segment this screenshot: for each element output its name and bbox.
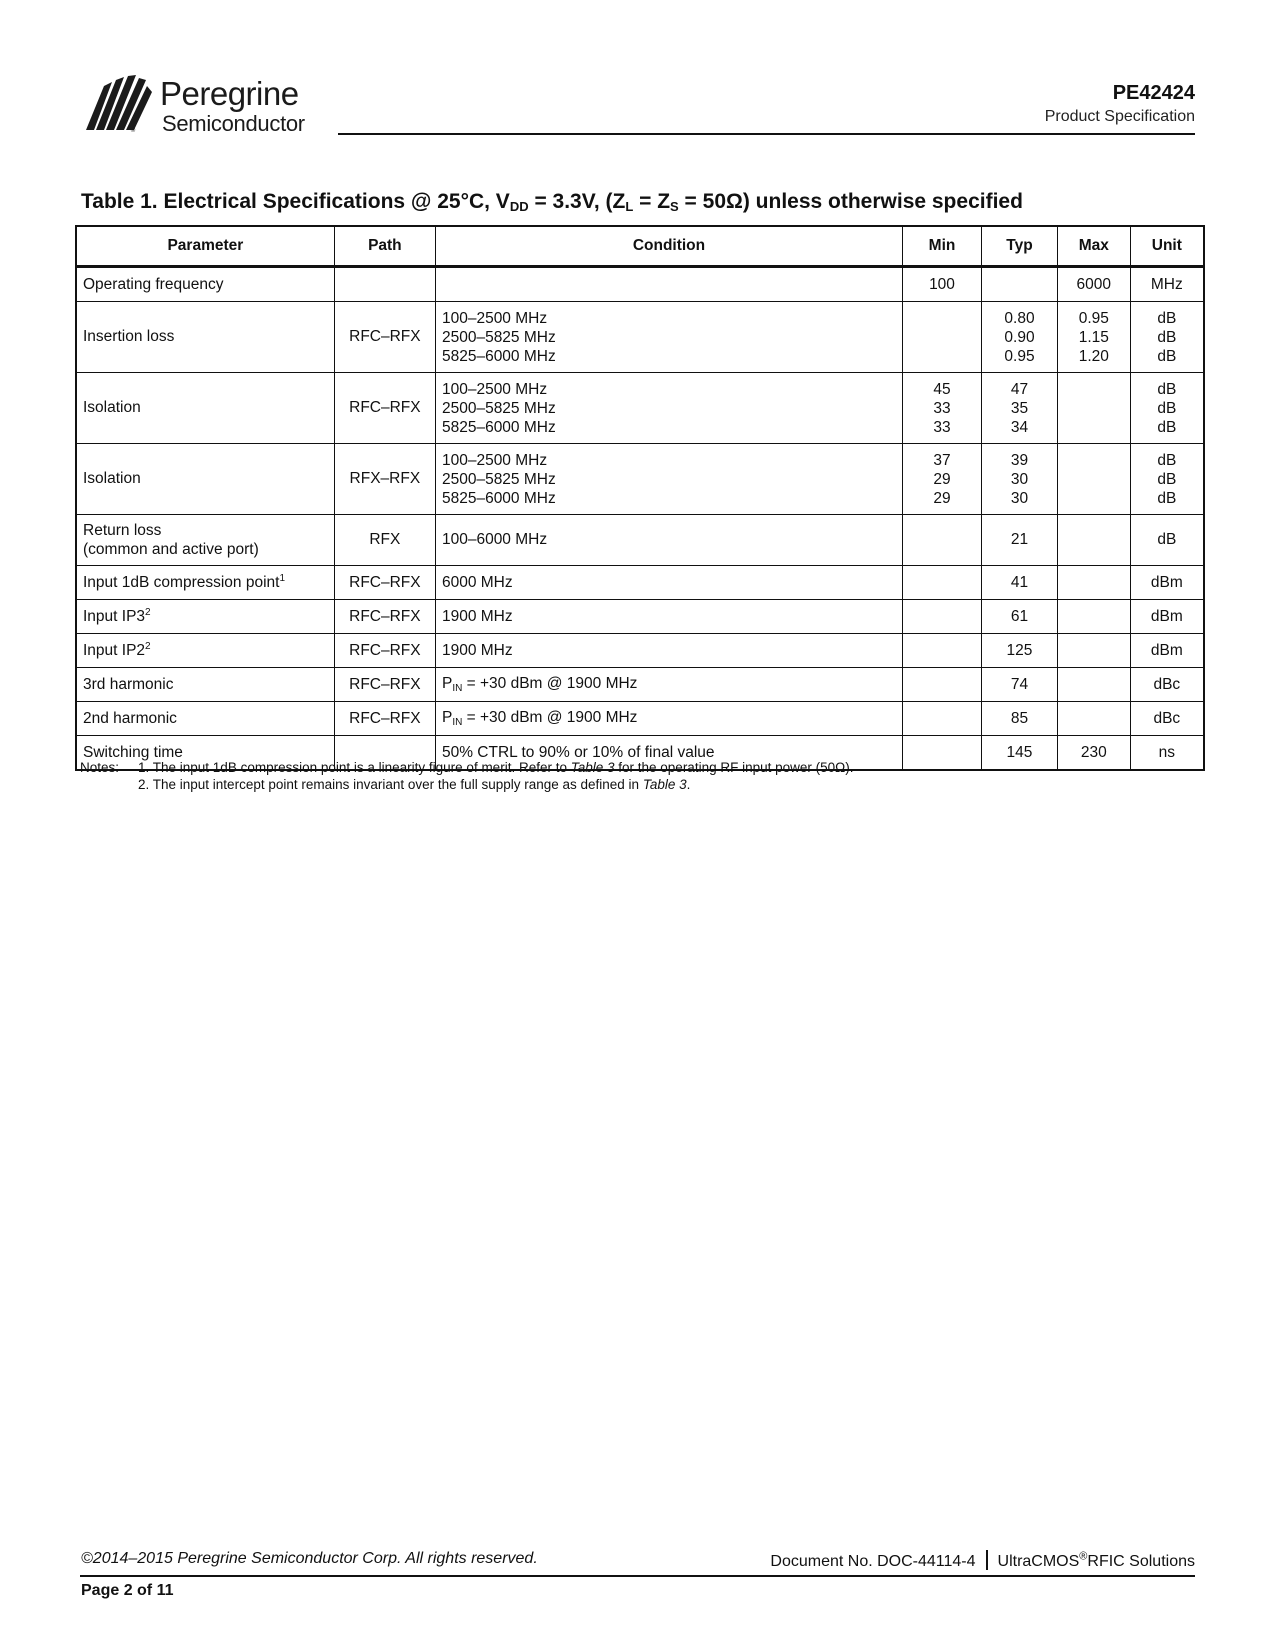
parameter-cell: Isolation [76,373,334,444]
column-header-min: Min [902,226,981,267]
table-3-reference: Table 3 [570,760,615,775]
unit-cell: dBm [1130,566,1204,600]
parameter-cell: Switching time [76,736,334,771]
parameter-cell: Input $IP2^2$ [76,634,334,668]
unit-cell: dB dB dB [1130,444,1204,515]
typ-cell: 145 [982,736,1058,771]
note-1: 1. The input 1dB compression point is a linearity figure of merit. Refer to Table 3 for the operating RF input power (50Ω). [138,760,854,775]
copyright-text: ©2014–2015 Peregrine Semiconductor Corp. All rights reserved. [81,1550,538,1567]
footer-document-info [770,1550,1195,1571]
condition-cell: 100–2500 MHz 2500–5825 MHz 5825–6000 MHz [435,302,902,373]
table-title: Table 1. Electrical Specifications @ 25°C, $V_{DD} = 3.3V$, $(Z_L = Z_S = 50\Omega)$ unless otherwise specified [81,190,1023,214]
path-cell: RFC–RFX [334,566,435,600]
typ-cell: 47 35 34 [982,373,1058,444]
column-header-max: Max [1057,226,1130,267]
typ-cell: 61 [982,600,1058,634]
table-row [76,600,1204,634]
unit-cell: dBm [1130,634,1204,668]
table-row [76,515,1204,566]
document-number: Document No. DOC-44114-4 [770,1553,976,1570]
min-cell [902,600,981,634]
path-cell: RFC–RFX [334,373,435,444]
peregrine-logo-icon [84,74,154,134]
typ-cell: 39 30 30 [982,444,1058,515]
max-cell [1057,566,1130,600]
column-header-typ: Typ [982,226,1058,267]
max-cell: 0.95 1.15 1.20 [1057,302,1130,373]
max-cell [1057,634,1130,668]
min-cell [902,668,981,702]
column-header-unit: Unit [1130,226,1204,267]
min-cell [902,702,981,736]
typ-cell: 85 [982,702,1058,736]
notes-label: Notes: [80,760,120,775]
parameter-cell: 2nd harmonic [76,702,334,736]
max-cell [1057,515,1130,566]
table-header-row [76,226,1204,267]
min-cell: 37 29 29 [902,444,981,515]
condition-cell: $P_{IN} = +30$ dBm @ 1900 MHz [435,668,902,702]
unit-cell: dB [1130,515,1204,566]
parameter-cell: Insertion loss [76,302,334,373]
condition-cell: 1900 MHz [435,600,902,634]
svg-text:®: ® [130,127,136,134]
condition-cell: 100–2500 MHz 2500–5825 MHz 5825–6000 MHz [435,373,902,444]
max-cell: 6000 [1057,267,1130,302]
unit-cell: dBm [1130,600,1204,634]
product-line: UltraCMOS®RFIC Solutions [997,1550,1195,1570]
path-cell: RFC–RFX [334,634,435,668]
max-cell [1057,600,1130,634]
path-cell: RFX–RFX [334,444,435,515]
unit-cell: dBc [1130,668,1204,702]
part-number: PE42424 [1112,82,1195,104]
path-cell [334,267,435,302]
min-cell [902,634,981,668]
document-type: Product Specification [1044,108,1195,125]
table-row [76,566,1204,600]
company-logo [84,74,304,140]
typ-cell: 41 [982,566,1058,600]
min-cell [902,736,981,771]
path-cell: RFC–RFX [334,702,435,736]
unit-cell: ns [1130,736,1204,771]
min-cell [902,566,981,600]
unit-cell: dBc [1130,702,1204,736]
table-row [76,267,1204,302]
unit-cell: dB dB dB [1130,373,1204,444]
unit-cell: MHz [1130,267,1204,302]
table-3-reference: Table 3 [642,777,687,792]
logo-sub-text: Semiconductor [162,111,305,136]
condition-cell: 100–2500 MHz 2500–5825 MHz 5825–6000 MHz [435,444,902,515]
parameter-cell: Return loss (common and active port) [76,515,334,566]
unit-cell: dB dB dB [1130,302,1204,373]
note-2: 2. The input intercept point remains invariant over the full supply range as defined in Table 3. [138,777,691,792]
table-row [76,373,1204,444]
max-cell [1057,373,1130,444]
parameter-cell: Input 1dB compression point$^1$ [76,566,334,600]
footer-divider [80,1575,1195,1577]
path-cell: RFC–RFX [334,668,435,702]
path-cell: RFC–RFX [334,302,435,373]
header-divider [338,133,1195,135]
column-header-parameter: Parameter [76,226,334,267]
min-cell [902,515,981,566]
table-row [76,302,1204,373]
condition-cell [435,267,902,302]
max-cell: 230 [1057,736,1130,771]
condition-cell: 1900 MHz [435,634,902,668]
min-cell: 45 33 33 [902,373,981,444]
parameter-cell: Isolation [76,444,334,515]
table-row [76,634,1204,668]
max-cell [1057,444,1130,515]
electrical-specifications-table [75,225,1205,771]
table-row [76,668,1204,702]
condition-cell: $P_{IN} = +30$ dBm @ 1900 MHz [435,702,902,736]
footer-separator [986,1550,988,1570]
condition-cell: 100–6000 MHz [435,515,902,566]
typ-cell [982,267,1058,302]
page-number: Page 2 of 11 [81,1582,174,1599]
condition-cell: 6000 MHz [435,566,902,600]
column-header-condition: Condition [435,226,902,267]
typ-cell: 74 [982,668,1058,702]
min-cell [902,302,981,373]
logo-brand-text: Peregrine [160,75,299,112]
column-header-path: Path [334,226,435,267]
parameter-cell: Input $IP3^2$ [76,600,334,634]
typ-cell: 0.80 0.90 0.95 [982,302,1058,373]
typ-cell: 125 [982,634,1058,668]
path-cell: RFX [334,515,435,566]
table-row [76,444,1204,515]
max-cell [1057,702,1130,736]
path-cell: RFC–RFX [334,600,435,634]
min-cell: 100 [902,267,981,302]
max-cell [1057,668,1130,702]
table-row [76,702,1204,736]
condition-cell: 50% CTRL to 90% or 10% of final value [435,736,902,771]
parameter-cell: Operating frequency [76,267,334,302]
typ-cell: 21 [982,515,1058,566]
parameter-cell: 3rd harmonic [76,668,334,702]
